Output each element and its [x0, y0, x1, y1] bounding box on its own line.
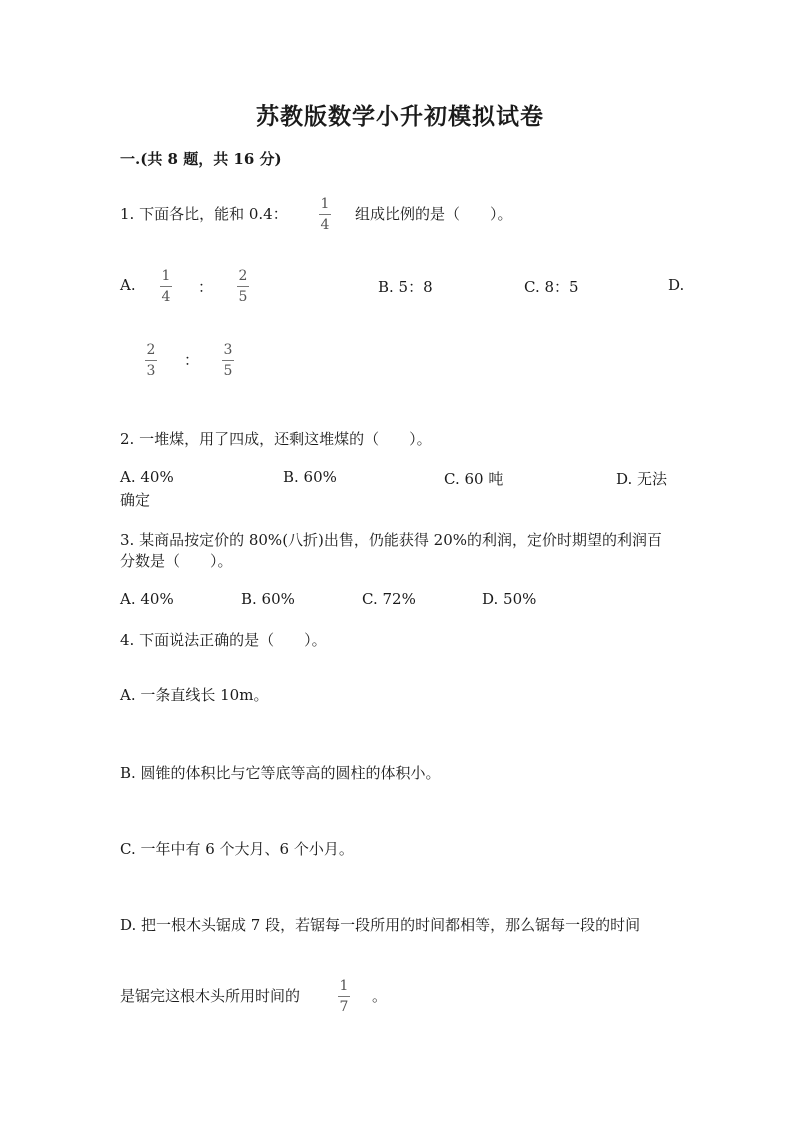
- q3-option-c: C. 72%: [362, 590, 416, 608]
- q4-option-c: C. 一年中有 6 个大月、6 个小月。: [120, 840, 354, 858]
- q4-option-b: B. 圆锥的体积比与它等底等高的圆柱的体积小。: [120, 764, 441, 782]
- q3-option-b: B. 60%: [241, 590, 295, 608]
- q1-stem-end: 组成比例的是（ ）。: [355, 205, 513, 223]
- fraction-denominator: 5: [238, 289, 248, 305]
- fraction-denominator: 4: [161, 289, 171, 305]
- fraction-numerator: 2: [238, 268, 248, 284]
- q2-stem: 2. 一堆煤，用了四成，还剩这堆煤的（ ）。: [120, 430, 432, 448]
- fraction-numerator: 1: [339, 978, 349, 994]
- q2-option-a: A. 40%: [120, 468, 174, 486]
- q4-option-a: A. 一条直线长 10m。: [120, 686, 269, 704]
- q4-option-d-line2: 是锯完这根木头所用时间的: [120, 987, 301, 1005]
- fraction-numerator: 1: [161, 268, 171, 284]
- q1-option-d-fraction-2: [222, 343, 234, 378]
- q4-option-d-fraction: [338, 979, 350, 1014]
- fraction-denominator: 5: [223, 363, 233, 379]
- q3-option-a: A. 40%: [120, 590, 174, 608]
- fraction-numerator: 3: [223, 342, 233, 358]
- q1-option-b: B. 5：8: [378, 278, 433, 296]
- fraction-bar: [237, 286, 249, 287]
- page-title: 苏教版数学小升初模拟试卷: [256, 103, 544, 130]
- q4-stem: 4. 下面说法正确的是（ ）。: [120, 631, 327, 649]
- fraction-bar: [338, 996, 350, 997]
- q2-option-c: C. 60 吨: [444, 470, 504, 488]
- q1-option-a-fraction-1: [160, 269, 172, 304]
- q2-option-d-line2: 确定: [120, 491, 151, 509]
- q1-option-d-label: D.: [668, 276, 685, 294]
- q1-option-d-colon: ：: [184, 351, 200, 369]
- q1-fraction: [319, 197, 331, 232]
- q3-option-d: D. 50%: [482, 590, 537, 608]
- q4-option-d-line1: D. 把一根木头锯成 7 段，若锯每一段所用的时间都相等，那么锯每一段的时间: [120, 916, 641, 934]
- q1-option-a-label: A.: [120, 276, 136, 294]
- fraction-numerator: 1: [320, 196, 330, 212]
- fraction-bar: [160, 286, 172, 287]
- fraction-numerator: 2: [146, 342, 156, 358]
- q2-option-b: B. 60%: [283, 468, 337, 486]
- fraction-denominator: 4: [320, 217, 330, 233]
- fraction-denominator: 7: [339, 999, 349, 1015]
- section-header: 一.(共 8 题，共 16 分): [120, 150, 282, 168]
- fraction-bar: [145, 360, 157, 361]
- q4-option-d-end: 。: [372, 987, 388, 1005]
- q1-option-c: C. 8：5: [524, 278, 579, 296]
- q3-stem-line2: 分数是（ ）。: [120, 552, 233, 570]
- q3-stem-line1: 3. 某商品按定价的 80%(八折)出售，仍能获得 20%的利润，定价时期望的利润百: [120, 531, 663, 549]
- q1-option-d-fraction-1: [145, 343, 157, 378]
- q1-stem-start: 1. 下面各比，能和 0.4：: [120, 205, 288, 223]
- fraction-bar: [222, 360, 234, 361]
- fraction-denominator: 3: [146, 363, 156, 379]
- fraction-bar: [319, 214, 331, 215]
- q1-option-a-fraction-2: [237, 269, 249, 304]
- q1-option-a-colon: ：: [198, 278, 214, 296]
- q2-option-d-line1: D. 无法: [616, 470, 668, 488]
